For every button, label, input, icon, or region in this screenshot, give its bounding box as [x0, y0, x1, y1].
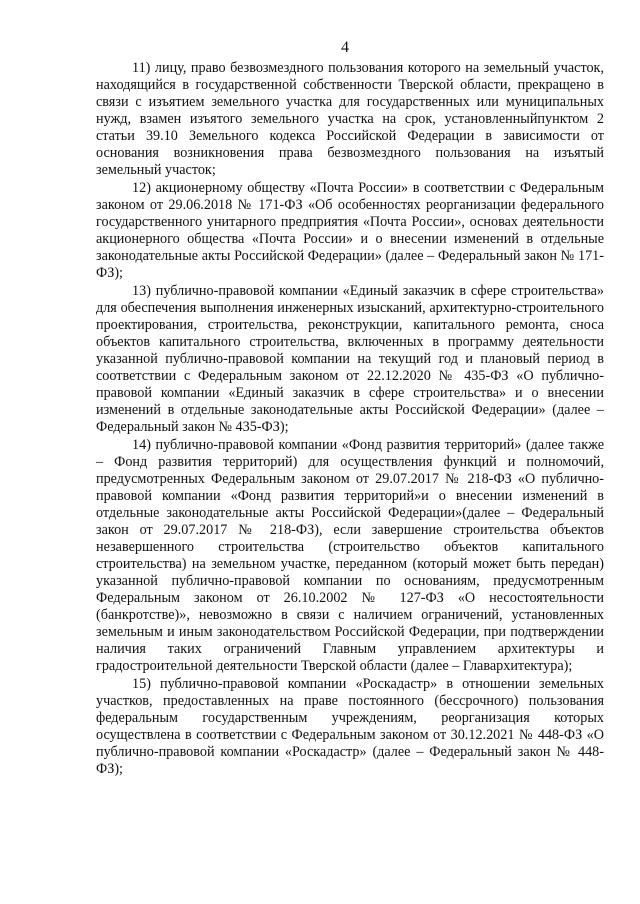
list-item-14: 14) публично-правовой компании «Фонд развития территорий» (далее также – Фонд развития территорий) для осуществления функций и полномочий, предусмотренных Федеральным законом от 29.07.2017 № 218-ФЗ «О публично-правовой компании «Фонд развития территорий»и о внесении изменений в отдельные законодательные акты Российской Федерации»(далее – Федеральный закон от 29.07.2017 № 218-ФЗ), если завершение строительства объектов незавершенного строительства (строительство объектов капитального строительства) на земельном участке, переданном (который может быть передан) указанной публично-правовой компании по основаниям, предусмотренным Федеральным законом от 26.10.2002 № 127-ФЗ «О несостоятельности (банкротстве)», невозможно в связи с наличием ограничений, установленных земельным и иным законодательством Российской Федерации, при подтверждении наличия таких ограничений Главным управлением архитектуры и градостроительной деятельности Тверской области (далее – Главархитектура);: [96, 437, 604, 674]
list-item-12: 12) акционерному обществу «Почта России» в соответствии с Федеральным законом от 29.06.2018 № 171-ФЗ «Об особенностях реорганизации федерального государственного унитарного предприятия «Почта России», основах деятельности акционерного общества «Почта России» и о внесении изменений в отдельные законодательные акты Российской Федерации» (далее – Федеральный закон № 171-ФЗ);: [96, 180, 604, 281]
page-number: 4: [341, 39, 349, 56]
list-item-13: 13) публично-правовой компании «Единый заказчик в сфере строительства» для обеспечения выполнения инженерных изысканий, архитектурно-строительного проектирования, строительства, реконструкции, капитального ремонта, сноса объектов капитального строительства, включенных в программу деятельности указанной публично-правовой компании на текущий год и плановый период в соответствии с Федеральным законом от 22.12.2020 № 435-ФЗ «О публично-правовой компании «Единый заказчик в сфере строительства» и о внесении изменений в отдельные законодательные акты Российской Федерации» (далее – Федеральный закон № 435-ФЗ);: [96, 283, 604, 435]
list-item-11: 11) лицу, право безвозмездного пользования которого на земельный участок, находящийся в государственной собственности Тверской области, прекращено в связи с изъятием земельного участка для государственных или муниципальных нужд, взамен изъятого земельного участка на срок, установленныйпунктом 2 статьи 39.10 Земельного кодекса Российской Федерации в зависимости от основания возникновения права безвозмездного пользования на изъятый земельный участок;: [96, 60, 604, 178]
list-item-15: 15) публично-правовой компании «Роскадастр» в отношении земельных участков, предоставленных на праве постоянного (бессрочного) пользования федеральным государственным учреждениям, реорганизация которых осуществлена в соответствии с Федеральным законом от 30.12.2021 № 448-ФЗ «О публично-правовой компании «Роскадастр» (далее – Федеральный закон № 448-ФЗ);: [96, 676, 604, 777]
document-body: [96, 60, 604, 778]
